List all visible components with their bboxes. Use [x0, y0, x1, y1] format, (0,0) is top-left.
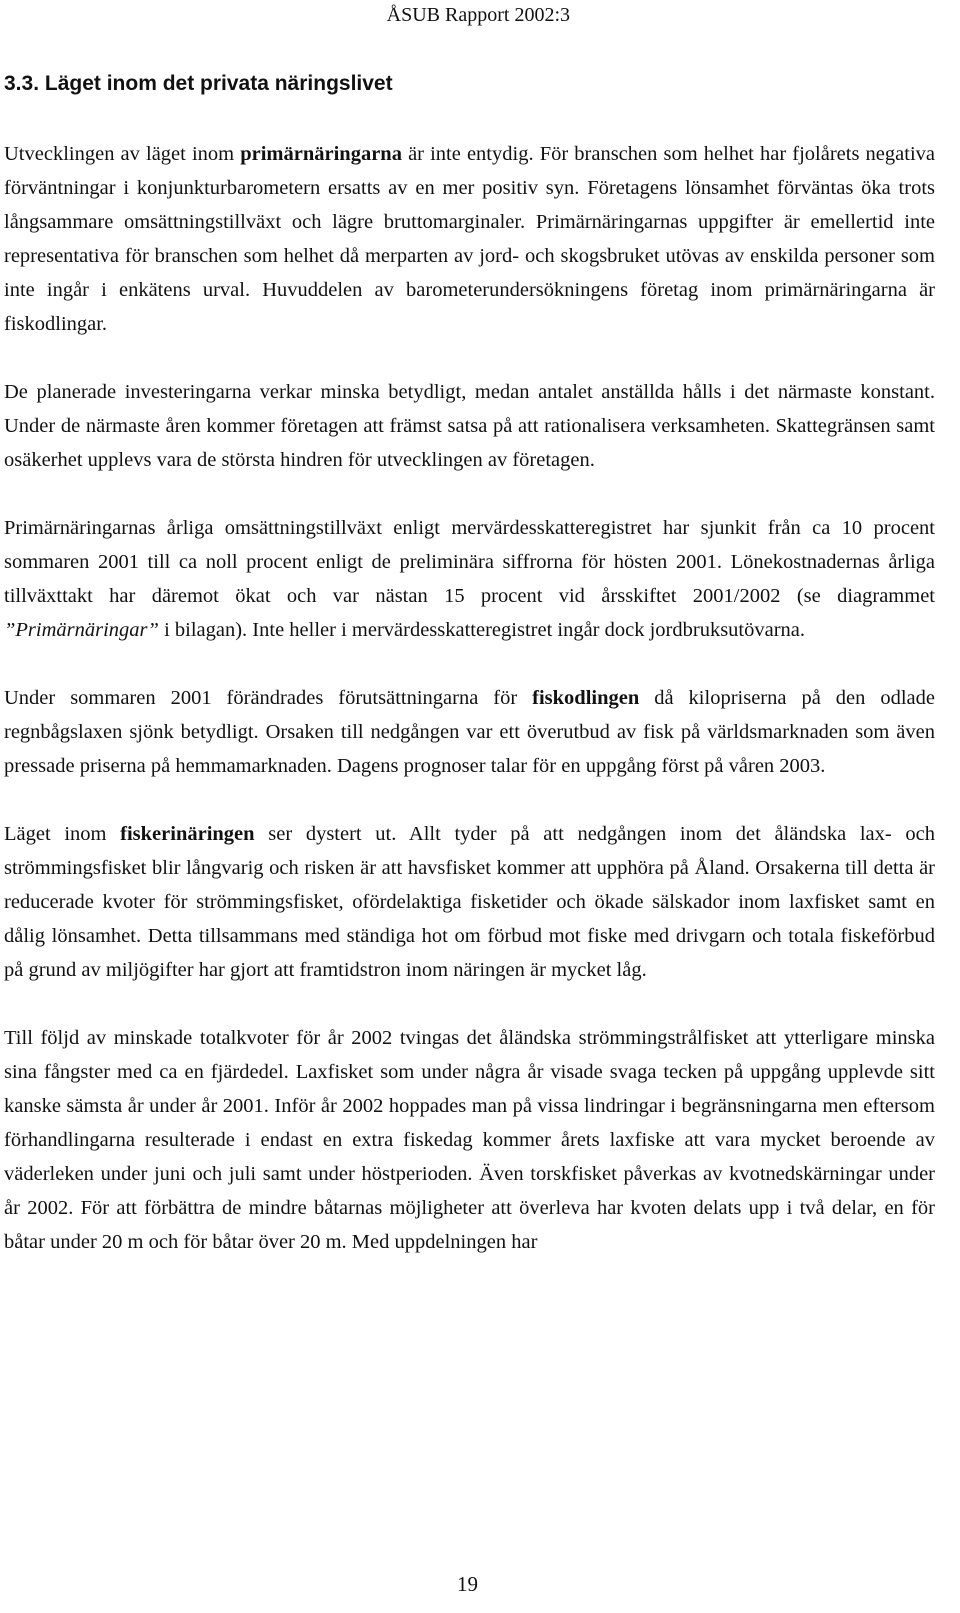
paragraph-text: i bilagan). Inte heller i mervärdesskatteregistret ingår dock jordbruksutövarna. [158, 619, 806, 641]
paragraph-text: då kilopriserna på den odlade regnbågslaxen sjönk betydligt. Orsaken till nedgången var ett överutbud av fisk på världsmarknaden som även pressade priserna på hemmamarknaden. Dagens prognoser talar för en uppgång först på våren 2003. [4, 687, 935, 777]
emphasis-fiskerinaringen: fiskerinäringen [120, 823, 255, 845]
paragraph-text: Läget inom [4, 823, 121, 845]
emphasis-primarnaringarna: primärnäringarna [240, 143, 402, 165]
paragraph-text: De planerade investeringarna verkar minska betydligt, medan antalet anställda hålls i det närmaste konstant. Under de närmaste åren kommer företagen att främst satsa på att rationalisera verksamheten. Skattegränsen samt osäkerhet upplevs vara de största hindren för utvecklingen av företagen. [4, 381, 935, 471]
paragraph-totalkvoter [4, 1021, 935, 1259]
paragraph-fiskodling [4, 681, 935, 783]
paragraph-text: Primärnäringarnas årliga omsättningstillväxt enligt mervärdesskatteregistret har sjunkit från ca 10 procent sommaren 2001 till ca noll procent enligt de preliminära siffrorna för hösten 2001. Lönekostnadernas årliga tillväxttakt har däremot ökat och var nästan 15 procent vid årsskiftet 2001/2002 (se diagrammet [4, 517, 935, 607]
paragraph-text: Under sommaren 2001 förändrades förutsättningarna för [4, 687, 533, 709]
running-header: ÅSUB Rapport 2002:3 [386, 4, 570, 26]
paragraph-fiskerinaring [4, 817, 935, 987]
paragraph-text: är inte entydig. För branschen som helhet har fjolårets negativa förväntningar i konjunkturbarometern ersatts av en mer positiv syn. Företagens lönsamhet förväntas öka trots långsammare omsättningstillväxt och lägre bruttomarginaler. Primärnäringarnas uppgifter är emellertid inte representativa för branschen som helhet då merparten av jord- och skogsbruket utövas av enskilda personer som inte ingår i enkätens urval. Huvuddelen av barometerundersökningens företag inom primärnäringarna är fiskodlingar. [4, 143, 935, 335]
paragraph-text: Till följd av minskade totalkvoter för år 2002 tvingas det åländska strömmingstrålfisket att ytterligare minska sina fångster med ca en fjärdedel. Laxfisket som under några år visade svaga tecken på uppgång upplevde sitt kanske sämsta år under år 2001. Inför år 2002 hoppades man på vissa lindringar i begränsningarna men eftersom förhandlingarna resulterade i endast en extra fiskedag kommer årets laxfiske att vara mycket beroende av väderleken under juni och juli samt under höstperioden. Även torskfisket påverkas av kvotnedskärningar under år 2002. För att förbättra de mindre båtarnas möjligheter att överleva har kvoten delats upp i två delar, en för båtar under 20 m och för båtar över 20 m. Med uppdelningen har [4, 1027, 935, 1253]
paragraph-omsattningstillvaxt [4, 511, 935, 647]
paragraph-primarnaringar [4, 137, 935, 341]
section-heading: 3.3. Läget inom det privata näringslivet [4, 72, 393, 95]
paragraph-text: Utvecklingen av läget inom [4, 143, 241, 165]
paragraph-investeringar [4, 375, 935, 477]
diagram-reference: ”Primärnäringar” [4, 619, 159, 641]
body-text [4, 137, 935, 1293]
emphasis-fiskodlingen: fiskodlingen [532, 687, 640, 709]
paragraph-text: ser dystert ut. Allt tyder på att nedgången inom det åländska lax- och strömmingsfisket blir långvarig och risken är att havsfisket kommer att upphöra på Åland. Orsakerna till detta är reducerade kvoter för strömmingsfisket, ofördelaktiga fisketider och ökade sälskador inom laxfisket samt en dålig lönsamhet. Detta tillsammans med ständiga hot om förbud mot fiske med drivgarn och totala fiskeförbud på grund av miljögifter har gjort att framtidstron inom näringen är mycket låg. [4, 823, 935, 981]
page-number: 19 [457, 1572, 478, 1596]
